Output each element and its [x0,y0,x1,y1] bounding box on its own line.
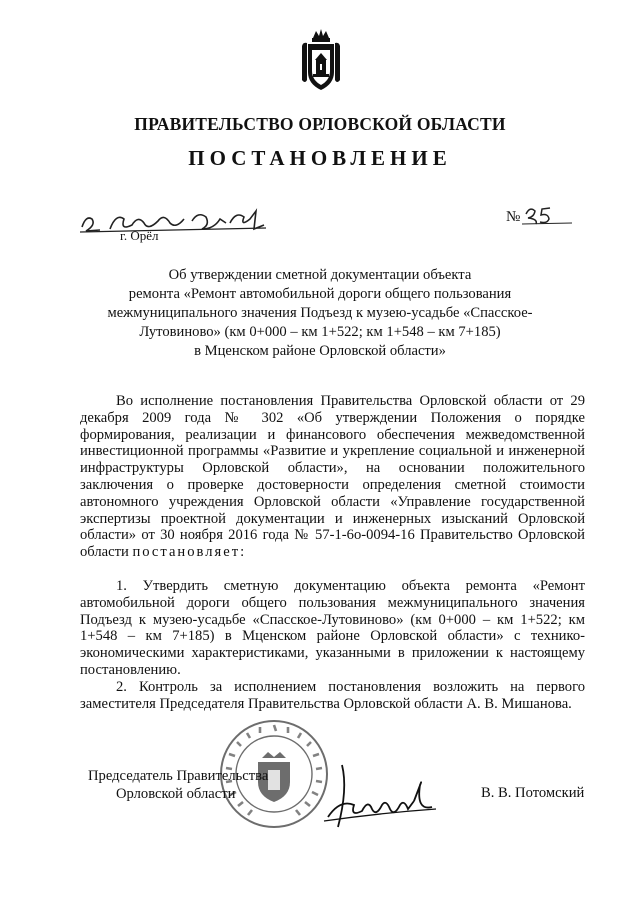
decree-date-text [80,205,86,206]
intro-tail-prefix: области [80,544,129,561]
item-1: 1. Утвердить сметную документацию объекта ремонта «Ремонт автомобильной дороги общего пользования межмуниципального значения Подъезд к музею-усадьбе «Спасское-Лутовиново» (км 0+000 – км 1+522; км 1+548 – км 7+185) в Мценском районе Орловской области» с технико-экономическими характеристиками, указанными в приложении к настоящему постановлению. [80,577,585,678]
document-type-title: ПОСТАНОВЛЕНИЕ [188,146,452,170]
decree-number [506,208,574,226]
signatory-position [88,767,268,803]
government-title: ПРАВИТЕЛЬСТВО ОРЛОВСКОЙ ОБЛАСТИ [134,114,506,134]
decree-verb: постановляет: [132,544,247,561]
subject-line: в Мценском районе Орловской области» [194,343,446,359]
subject-line: ремонта «Ремонт автомобильной дороги общего пользования [128,286,512,302]
position-line-2: Орловской области [116,786,236,802]
handwritten-number-icon [520,204,574,226]
decree-subject [100,266,540,361]
decree-date [80,205,270,237]
handwritten-date-icon [80,205,270,237]
position-line-1: Председатель Правительства [88,768,269,784]
intro-text: Во исполнение постановления Правительства Орловской области от 29 декабря 2009 года № 302 «Об утверждении Положения о порядке формирования, реализации и финансового обеспечения межведомственной инвестиционной программы «Развитие и укрепление социальной и инженерной инфраструктуры Орловской области», на основании положительного заключения о проверке достоверности определения сметной стоимости автономного учреждения Орловской области «Управление государственной экспертизы проектной документации и инженерных изысканий Орловской области» от 30 ноября 2016 года № 57-1-6о-0094-16 Правительство Орловской [80,393,585,544]
signatory-name: В. В. Потомский [481,785,585,801]
item-2: 2. Контроль за исполнением постановления возложить на первого заместителя Председателя Правительства Орловской области А. В. Мишанова. [80,678,585,712]
subject-line: межмуниципального значения Подъезд к музею-усадьбе «Спасское- [107,305,533,321]
subject-line: Об утверждении сметной документации объекта [168,267,472,283]
handwritten-signature-icon [320,755,440,835]
number-label: № [506,209,521,225]
city: г. Орёл [120,228,159,243]
decree-body [80,393,585,712]
number-value [520,208,574,226]
subject-line: Лутовиново» (км 0+000 – км 1+522; км 1+548 – км 7+185) [139,324,501,340]
intro-paragraph [80,393,585,561]
coat-of-arms-icon [299,28,343,92]
